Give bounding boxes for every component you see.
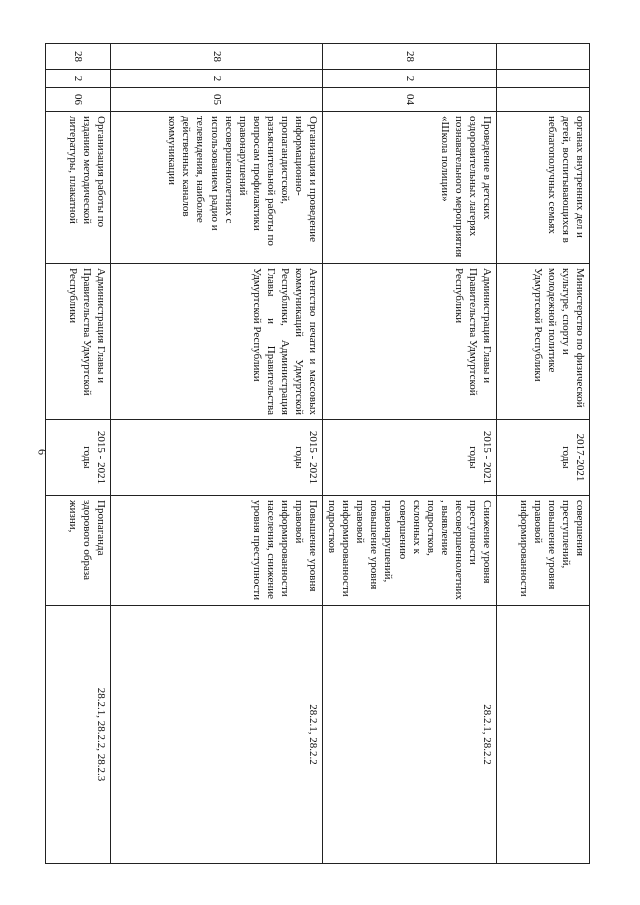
code-cell (497, 87, 590, 111)
table-row (323, 43, 497, 863)
code-cell: 04 (323, 87, 497, 111)
period-cell: 2015 - 2021 годы (323, 419, 497, 495)
table-row (111, 43, 323, 863)
event-cell: органах внутренних дел и детей, воспитывающихся в неблагополучных семьях (497, 111, 590, 263)
indicators-cell (497, 605, 590, 863)
event-cell: Проведение в детских оздоровительных лагерях познавательного мероприятия «Школа полиции» (323, 111, 497, 263)
indicators-cell: 28.2.1, 28.2.2 (323, 605, 497, 863)
executor-cell: Агентство печати и массовых коммуникаций Удмуртской Республики, Администрация Главы и Правительства Удмуртской Республики (111, 263, 323, 419)
code-cell (497, 69, 590, 87)
result-cell: Снижение уровня преступности несовершеннолетних, выявление подростков, склонных к совершению правонарушений, повышение уровня правовой информированности подростков (323, 495, 497, 605)
period-cell: 2015 - 2021 годы (111, 419, 323, 495)
code-cell: 06 (46, 87, 111, 111)
result-cell: Пропаганда здорового образа жизни, (46, 495, 111, 605)
rotated-table-container (50, 43, 590, 863)
indicators-cell: 28.2.1, 28.2.2, 28.2.3 (46, 605, 111, 863)
code-cell: 28 (111, 43, 323, 69)
measures-table (45, 43, 590, 864)
table-row (46, 43, 111, 863)
result-cell: совершения преступлений, повышение уровня правовой информированности (497, 495, 590, 605)
event-cell: Организация и проведение информационно-пропагандистской, разъяснительной работы по вопросам профилактики правонарушений несовершеннолетних с использованием радио и телевидения, наиболее действенных каналов коммуникации (111, 111, 323, 263)
code-cell: 05 (111, 87, 323, 111)
period-cell: 2015 - 2021 годы (46, 419, 111, 495)
table-row (497, 43, 590, 863)
period-cell: 2017-2021 годы (497, 419, 590, 495)
result-cell: Повышение уровня правовой информированности населения, снижение уровня преступности (111, 495, 323, 605)
code-cell: 2 (111, 69, 323, 87)
code-cell: 28 (323, 43, 497, 69)
executor-cell: Администрация Главы и Правительства Удмуртской Республики (323, 263, 497, 419)
executor-cell: Администрация Главы и Правительства Удмуртской Республики (46, 263, 111, 419)
code-cell: 2 (323, 69, 497, 87)
event-cell: Организация работы по изданию методической литературы, плакатной (46, 111, 111, 263)
indicators-cell: 28.2.1, 28.2.2 (111, 605, 323, 863)
executor-cell: Министерство по физической культуре, спорту и молодежной политике Удмуртской Республики (497, 263, 590, 419)
code-cell (497, 43, 590, 69)
code-cell: 28 (46, 43, 111, 69)
code-cell: 2 (46, 69, 111, 87)
page-number: 6 (35, 449, 50, 455)
